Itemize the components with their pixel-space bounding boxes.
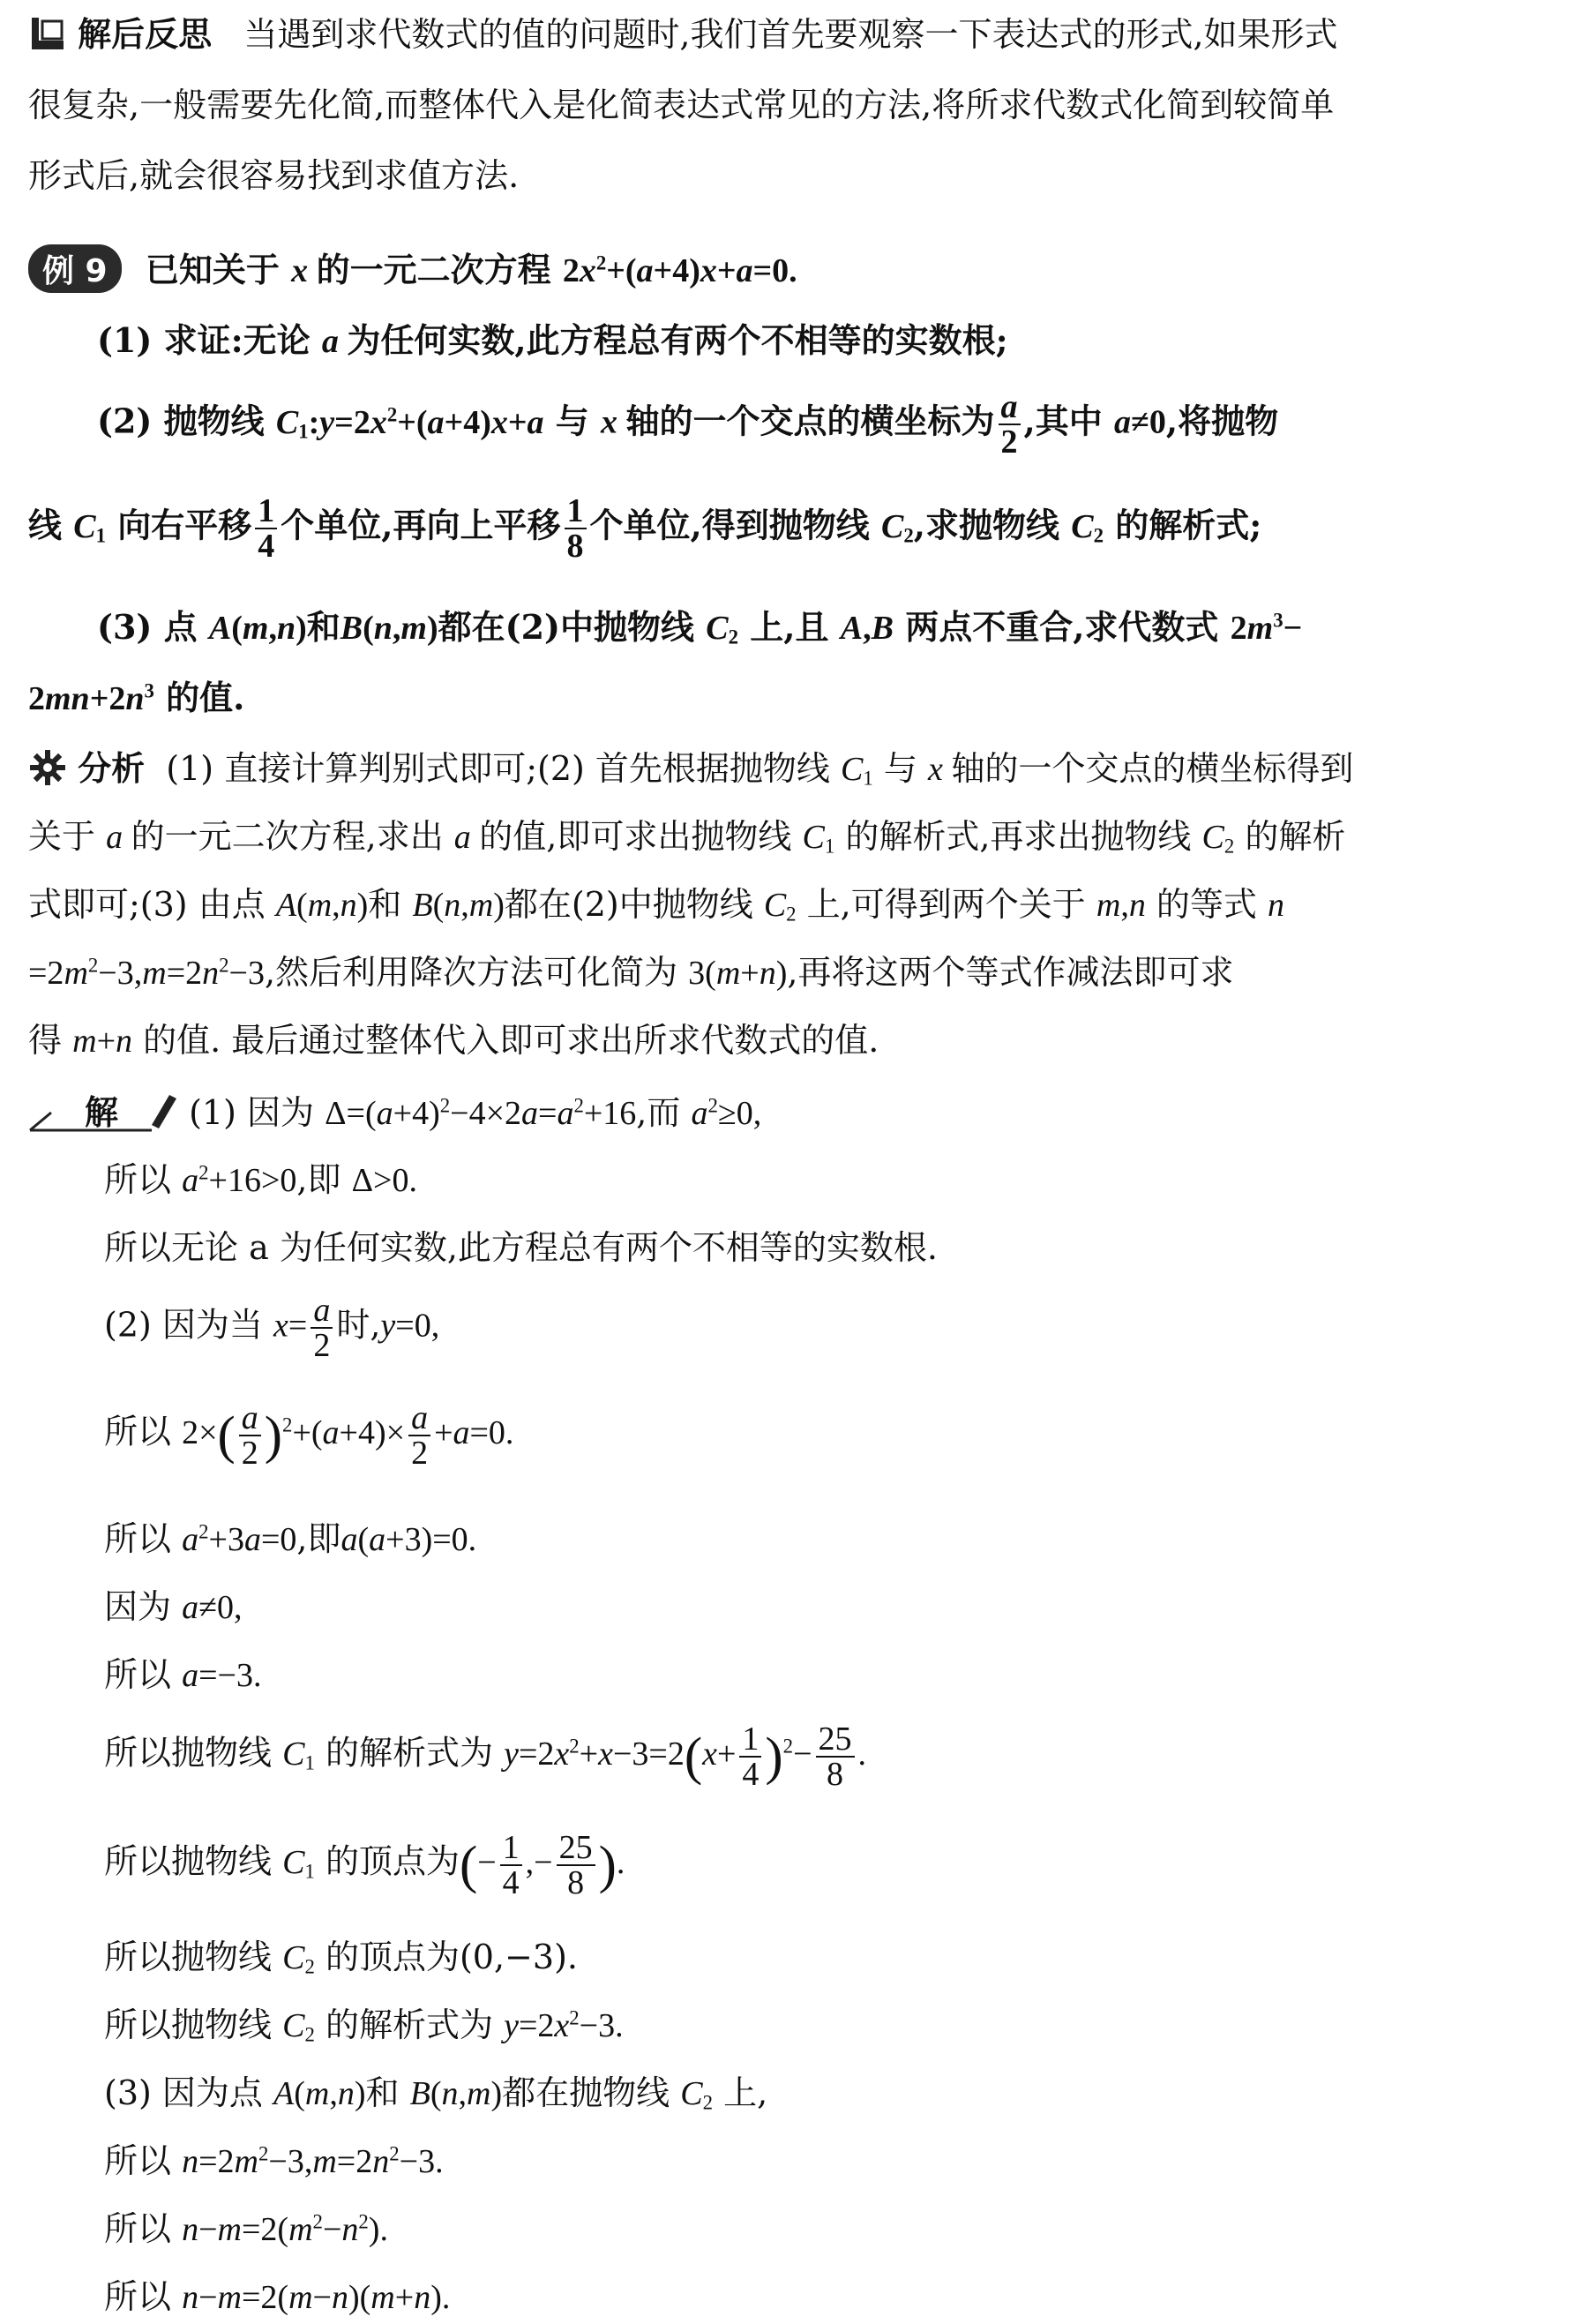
- p3-text-f: 的值.: [166, 678, 245, 717]
- s10-text-b: 的顶点为: [325, 1841, 460, 1881]
- p2l2-text-a: 线: [28, 505, 63, 545]
- solution-line-14: 所以 $n=2m^2-3,m=2n^2-3$.: [104, 2141, 444, 2180]
- solution-line-15: 所以 $n-m=2(m^2-n^2)$.: [104, 2209, 388, 2248]
- frac-a-over-2-sol: $\frac{a}{2}$: [311, 1293, 333, 1362]
- example-part-2-line-1: (2) 抛物线 $C_1:y=2x^2+(a+4)x+a$ 与 x 轴的一个交点的横坐标为 $\frac{a}{2}$ ,其中 a≠0,将抛物: [97, 388, 1279, 461]
- analysis-line-3: 式即可;(3) 由点 A(m,n)和 B(n,m)都在(2)中抛物线 $C_2$ 上,可得到两个关于 m,n 的等式 n: [28, 885, 1285, 926]
- analysis-text-3a: 式即可;(3) 由点: [28, 885, 266, 924]
- stem-equation: $2x^2+(a+4)x+a=0$.: [562, 251, 797, 289]
- p2-text-b: 与: [555, 401, 589, 441]
- analysis-text-3e: 的等式: [1156, 885, 1257, 924]
- s15-text-a: 所以: [104, 2209, 172, 2248]
- example-part-1: (1) 求证:无论 a 为任何实数,此方程总有两个不相等的实数根;: [97, 320, 1008, 360]
- p3-text-b: 和: [306, 607, 341, 647]
- reflection-line-1: [28, 7, 1576, 61]
- s13-text-d: 上,: [723, 2073, 768, 2112]
- reflection-line-3: 形式后,就会很容易找到求值方法.: [28, 156, 520, 195]
- solution-line-5: 所以 2×( $\frac{a}{2}$ )$^2$+(a+4)× $\frac{a}{2}$ +a=0.: [104, 1399, 514, 1472]
- s10-text-a: 所以抛物线: [104, 1841, 273, 1881]
- s1-text-b: ,而: [636, 1093, 681, 1132]
- p2-text-d: ,其中: [1023, 401, 1103, 441]
- p2l2-text-d: 个单位,得到抛物线: [589, 505, 870, 545]
- solution-title: 解: [85, 1093, 119, 1132]
- s13-text-b: 和: [365, 2073, 400, 2112]
- s11-text-a: 所以抛物线: [104, 1938, 273, 1976]
- example-badge: 例 9: [28, 244, 122, 293]
- p2l2-text-b: 向右平移: [117, 505, 252, 545]
- analysis-text-4a: ,然后利用降次方法可化简为: [264, 953, 678, 992]
- analysis-text-2d: 的解析式,再求出抛物线: [845, 817, 1192, 856]
- s16-text-a: 所以: [104, 2277, 172, 2316]
- s7-text-a: 因为: [104, 1587, 172, 1626]
- solution-line-4: (2) 因为当 x= $\frac{a}{2}$ 时,y=0,: [104, 1292, 440, 1364]
- solution-line-6: 所以 $a^2+3a=0$,即a(a+3)=0.: [104, 1519, 477, 1558]
- analysis-text-2b: 的一元二次方程,求出: [131, 817, 444, 856]
- s13-text-c: 都在抛物线: [502, 2073, 670, 2112]
- analysis-line-5: 得 m+n 的值. 最后通过整体代入即可求出所求代数式的值.: [28, 1021, 879, 1060]
- analysis-line-1: 分析 (1) 直接计算判别式即可;(2) 首先根据抛物线 $C_1$ 与 x 轴的一个交点的横坐标得到: [28, 741, 1576, 795]
- example-part-3-line-2: $2mn+2n^3$ 的值.: [28, 678, 245, 717]
- s11-text-b: 的顶点为(0,−3).: [325, 1938, 578, 1976]
- p2-text-c: 轴的一个交点的横坐标为: [625, 401, 995, 441]
- example-stem: 例 9 已知关于 x 的一元二次方程 $2x^2+(a+4)x+a=0$.: [28, 243, 1576, 293]
- p3-text-d: 上,且: [750, 607, 829, 647]
- s4-text-a: (2) 因为当: [104, 1305, 263, 1345]
- analysis-text-2e: 的解析: [1245, 817, 1346, 856]
- p3-text-e: 两点不重合,求代数式: [905, 607, 1219, 647]
- analysis-text-4b: ,再将这两个等式作减法即可求: [787, 953, 1234, 992]
- s12-text-a: 所以抛物线: [104, 2005, 273, 2044]
- s1-text-a: (1) 因为: [189, 1093, 315, 1132]
- solution-line-2: 所以 $a^2+16>0$,即 Δ>0.: [104, 1160, 417, 1199]
- stem-text-a: 已知关于: [145, 250, 280, 289]
- solution-line-11: 所以抛物线 $C_2$ 的顶点为(0,−3).: [104, 1938, 578, 1978]
- analysis-text-1a: (1) 直接计算判别式即可;(2) 首先根据抛物线: [166, 749, 830, 788]
- p3-text-a: (3) 点: [97, 607, 198, 647]
- analysis-text-1c: 轴的一个交点的横坐标得到: [951, 749, 1354, 788]
- reflection-title: 解后反思: [78, 15, 213, 54]
- analysis-text-3b: 和: [368, 885, 402, 924]
- analysis-text-2c: 的值,即可求出抛物线: [479, 817, 792, 856]
- solution-line-9: 所以抛物线 $C_1$ 的解析式为 $y=2x^2+x-3=2(x+$ $\frac{1}{4}$ )$^2$− $\frac{25}{8}$ .: [104, 1721, 867, 1793]
- analysis-text-3d: 上,可得到两个关于: [806, 885, 1086, 924]
- solution-line-13: (3) 因为点 A(m,n)和 B(n,m)都在抛物线 $C_2$ 上,: [104, 2073, 768, 2114]
- frac-1-over-8: $\frac{1}{8}$: [565, 494, 587, 563]
- gear-icon: [28, 748, 67, 795]
- s12-text-b: 的解析式为: [325, 2005, 493, 2044]
- p1-text-b: 为任何实数,此方程总有两个不相等的实数根;: [347, 320, 1008, 360]
- frac-a-over-2: $\frac{a}{2}$: [999, 390, 1021, 459]
- solution-line-12: 所以抛物线 $C_2$ 的解析式为 $y=2x^2-3$.: [104, 2005, 624, 2046]
- s6-text-a: 所以: [104, 1519, 172, 1558]
- reflection-text-1: 当遇到求代数式的值的问题时,我们首先要观察一下表达式的形式,如果形式: [243, 15, 1338, 54]
- s2-text-a: 所以: [104, 1160, 172, 1199]
- example-part-2-line-2: 线 $C_1$ 向右平移 $\frac{1}{4}$ 个单位,再向上平移 $\frac{1}{8}$ 个单位,得到抛物线 $C_2$,求抛物线 $C_2$ 的解析式;: [28, 492, 1262, 565]
- solution-line-16: 所以 n−m=2(m−n)(m+n).: [104, 2277, 451, 2316]
- frac-1-over-4: $\frac{1}{4}$: [255, 494, 277, 563]
- example-part-3-line-1: (3) 点 A(m,n)和B(n,m)都在(2)中抛物线 $C_2$ 上,且 A,B 两点不重合,求代数式 $2m^3-$: [97, 607, 1303, 648]
- analysis-text-1b: 与: [883, 749, 917, 788]
- s6-text-b: ,即: [296, 1519, 341, 1558]
- solution-line-7: 因为 a≠0,: [104, 1587, 243, 1626]
- solution-line-10: 所以抛物线 $C_1$ 的顶点为(− $\frac{1}{4}$ ,− $\frac{25}{8}$ ).: [104, 1829, 625, 1901]
- s9-text-a: 所以抛物线: [104, 1733, 273, 1773]
- p1-text-a: (1) 求证:无论: [97, 320, 311, 360]
- analysis-line-4: $=2m^2-3,m=2n^2-3$,然后利用降次方法可化简为 3(m+n),再将这两个等式作减法即可求: [28, 953, 1234, 992]
- p2l2-text-e: ,求抛物线: [913, 505, 1059, 545]
- stem-text-b: 的一元二次方程: [316, 250, 551, 289]
- p2l2-text-f: 的解析式;: [1115, 505, 1262, 545]
- solution-line-1: 解 (1) 因为 $\Delta=(a+4)^2-4\times 2a=a^2+16$,而 $a^2\ge 0$,: [28, 1085, 1576, 1142]
- s14-text-a: 所以: [104, 2141, 172, 2180]
- s8-text-a: 所以: [104, 1655, 172, 1694]
- analysis-title: 分析: [78, 749, 146, 788]
- analysis-text-3c: 都在(2)中抛物线: [504, 885, 753, 924]
- analysis-text-2a: 关于: [28, 817, 96, 856]
- s2-text-b: ,即: [296, 1160, 341, 1199]
- analysis-text-5a: 得: [28, 1021, 63, 1060]
- s5-text-a: 所以: [104, 1412, 172, 1451]
- p2l2-text-c: 个单位,再向上平移: [281, 505, 561, 545]
- s4-text-b: 时,: [336, 1305, 381, 1345]
- reflection-line-2: 很复杂,一般需要先化简,而整体代入是化简表达式常见的方法,将所求代数式化简到较简单: [28, 86, 1335, 124]
- p2-text-e: ,将抛物: [1165, 401, 1279, 441]
- solution-line-3: 所以无论 a 为任何实数,此方程总有两个不相等的实数根.: [104, 1228, 938, 1267]
- analysis-line-2: 关于 a 的一元二次方程,求出 a 的值,即可求出抛物线 $C_1$ 的解析式,再求出抛物线 $C_2$ 的解析: [28, 817, 1346, 858]
- s13-text-a: (3) 因为点: [104, 2073, 263, 2112]
- p2-text-a: (2) 抛物线: [97, 401, 265, 441]
- book-icon: [28, 14, 67, 61]
- s9-text-b: 的解析式为: [325, 1733, 493, 1773]
- solution-line-8: 所以 a=−3.: [104, 1655, 262, 1694]
- p3-text-c: 都在(2)中抛物线: [438, 607, 695, 647]
- analysis-text-5b: 的值. 最后通过整体代入即可求出所求代数式的值.: [143, 1021, 879, 1060]
